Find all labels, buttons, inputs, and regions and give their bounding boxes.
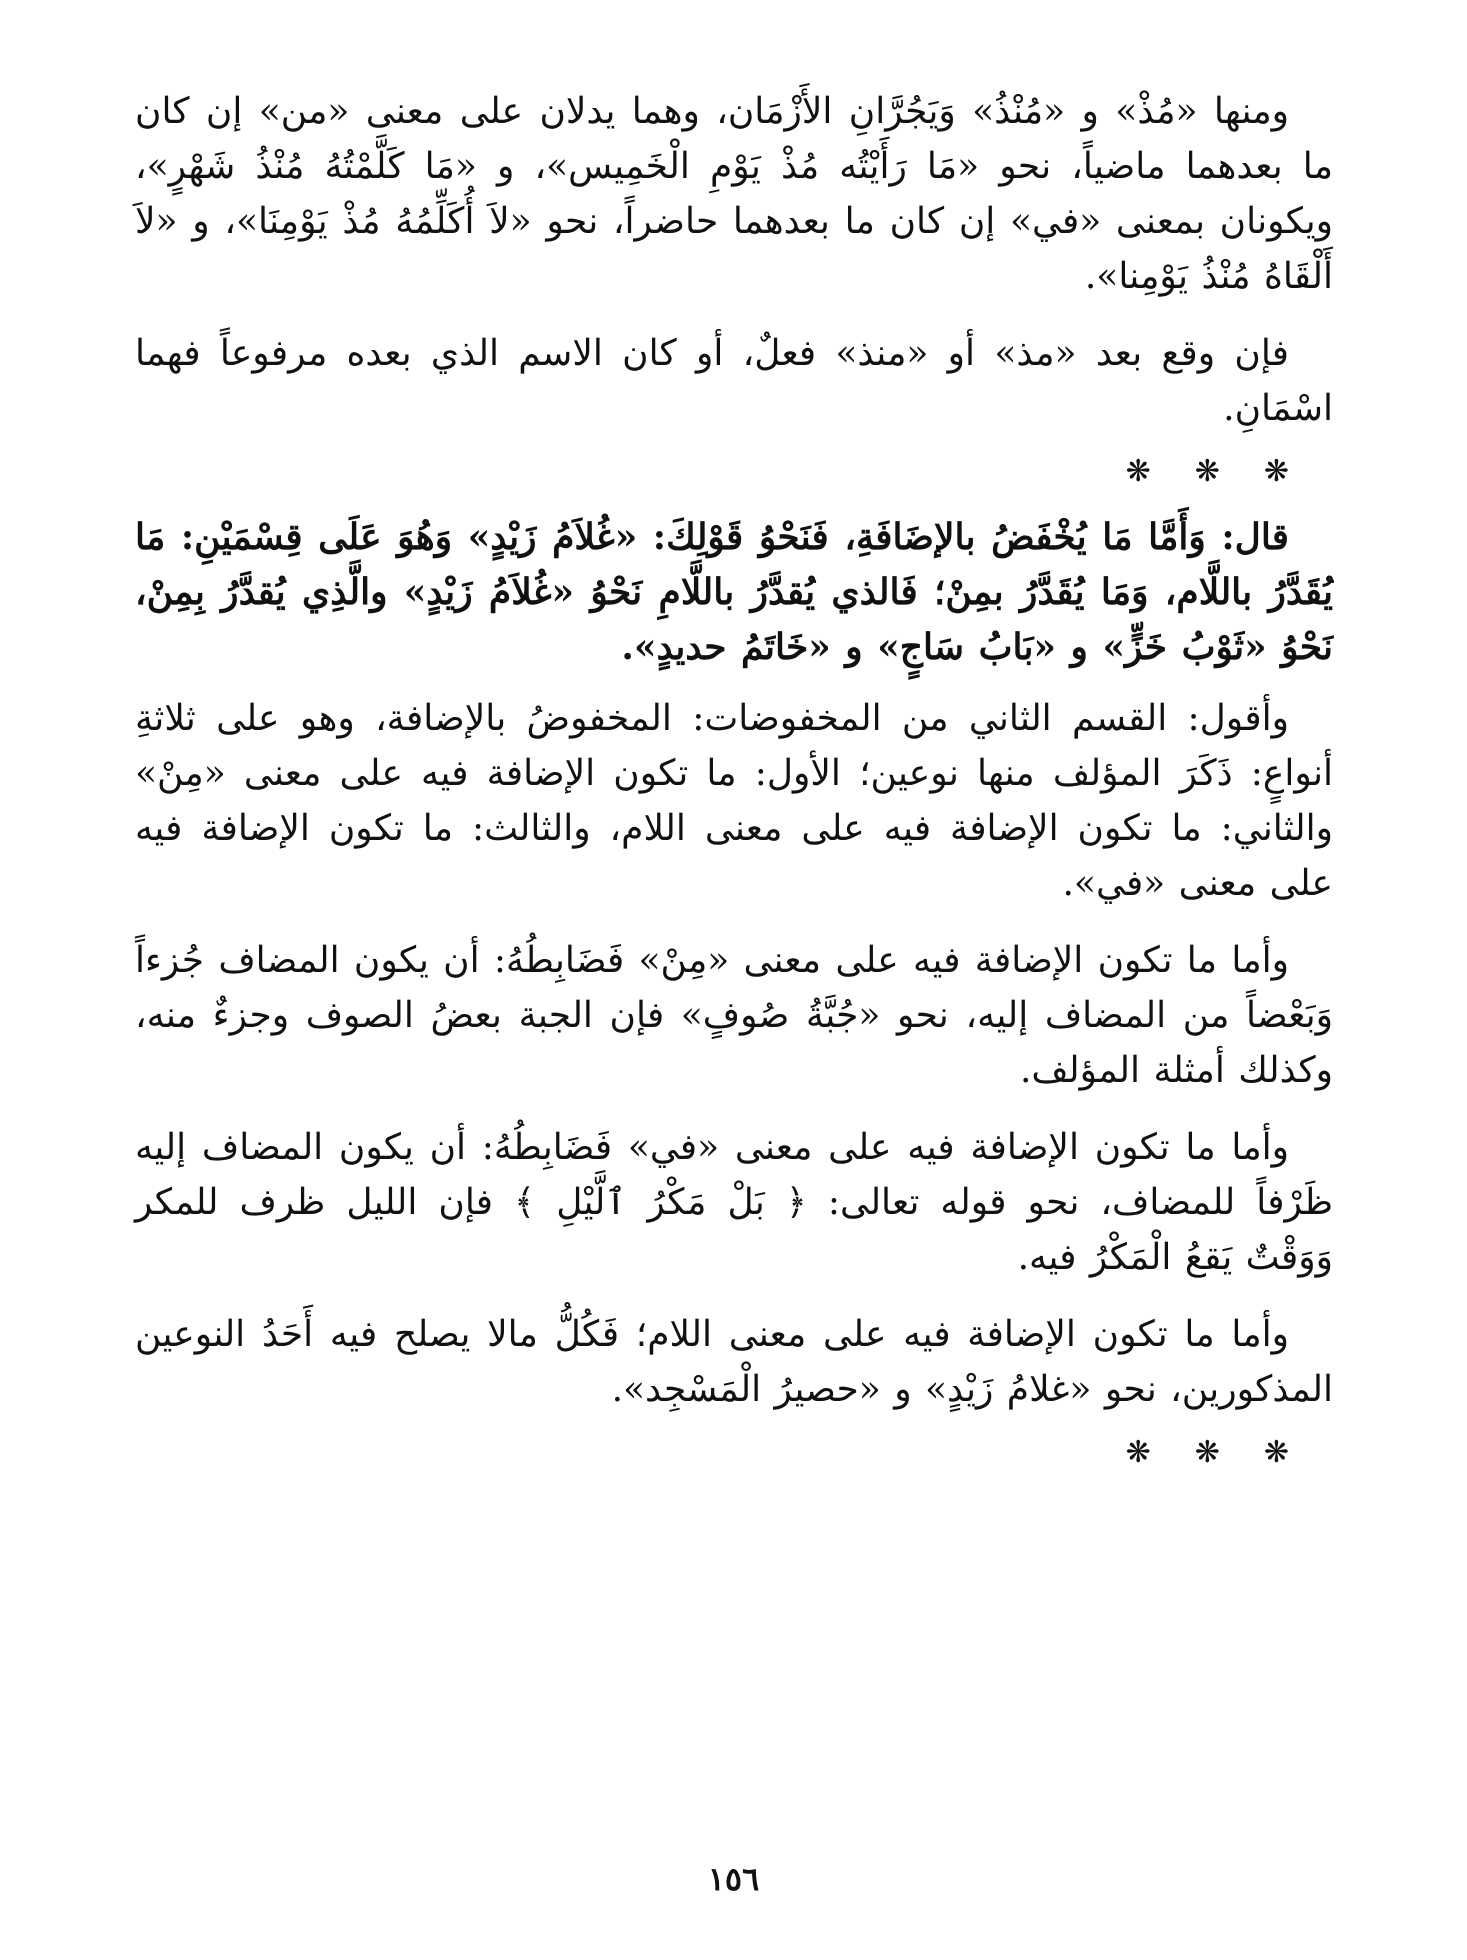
paragraph-mudh-mundh: ومنها «مُذْ» و «مُنْذُ» وَيَجُرَّانِ الأَزْمَان، وهما يدلان على معنى «من» إن كان ما بعدهما ماضياً، نحو «مَا رَأَيْتُه مُذْ يَوْمِ الْخَمِيس»، و «مَا كَلَّمْتُهُ مُنْذُ شَهْرٍ»، ويكونان بمعنى «في» إن كان ما بعدهما حاضراً، نحو «لاَ أُكَلِّمُهُ مُذْ يَوْمِنَا»، و «لاَ أَلْقَاهُ مُنْذُ يَوْمِنا». (135, 91, 1333, 297)
paragraph-mudh-noun-case: فإن وقع بعد «مذ» أو «منذ» فعلٌ، أو كان الاسم الذي بعده مرفوعاً فهما اسْمَانِ. (135, 333, 1333, 429)
star-ornament: ❋ (1125, 1435, 1195, 1470)
star-ornament: ❋ (1263, 1435, 1333, 1470)
section-separator-1 (135, 442, 1333, 502)
page-body (135, 84, 1333, 1491)
paragraph-matn-idafa: قال: وَأَمَّا مَا يُخْفَضُ بالإضَافَةِ، فَنَحْوُ قَوْلِكَ: «غُلاَمُ زَيْدٍ» وَهُوَ عَلَى قِسْمَيْنِ: مَا يُقَدَّرُ باللَّام، وَمَا يُقَدَّرُ بمِنْ؛ فَالذي يُقدَّرُ باللَّامِ نَحْوُ «غُلاَمُ زَيْدٍ» والَّذِي يُقدَّرُ بِمِنْ، نَحْوُ «ثَوْبُ خَزٍّ» و «بَابُ سَاجٍ» و «خَاتَمُ حديدٍ». (135, 516, 1334, 668)
paragraph-idafa-fi: وأما ما تكون الإضافة فيه على معنى «في» فَضَابِطُهُ: أن يكون المضاف إليه ظَرْفاً للمضاف، نحو قوله تعالى: ﴿ بَلْ مَكْرُ ٱلَّيْلِ ﴾ فإن الليل ظرف للمكر وَوَقْتٌ يَقعُ الْمَكْرُ فيه. (135, 1127, 1333, 1278)
page-number: ١٥٦ (707, 1860, 760, 1898)
paragraph-sharh-idafa-types: وأقول: القسم الثاني من المخفوضات: المخفوضُ بالإضافة، وهو على ثلاثةِ أنواعٍ: ذَكَرَ المؤلف منها نوعين؛ الأول: ما تكون الإضافة فيه على معنى «مِنْ» والثاني: ما تكون الإضافة فيه على معنى اللام، والثالث: ما تكون الإضافة فيه على معنى «في». (135, 698, 1333, 904)
star-ornament: ❋ (1263, 454, 1333, 489)
star-ornament: ❋ (1125, 454, 1195, 489)
paragraph-idafa-lam: وأما ما تكون الإضافة فيه على معنى اللام؛ فَكُلُّ مالا يصلح فيه أَحَدُ النوعين المذكورين، نحو «غلامُ زَيْدٍ» و «حصيرُ الْمَسْجِد». (135, 1314, 1333, 1410)
star-ornament: ❋ (1194, 1435, 1264, 1470)
section-separator-2 (135, 1423, 1333, 1483)
star-ornament: ❋ (1194, 454, 1264, 489)
paragraph-idafa-min: وأما ما تكون الإضافة فيه على معنى «مِنْ» فَضَابِطُهُ: أن يكون المضاف جُزءاً وَبَعْضاً من المضاف إليه، نحو «جُبَّةُ صُوفٍ» فإن الجبة بعضُ الصوف وجزءٌ منه، وكذلك أمثلة المؤلف. (135, 940, 1333, 1091)
